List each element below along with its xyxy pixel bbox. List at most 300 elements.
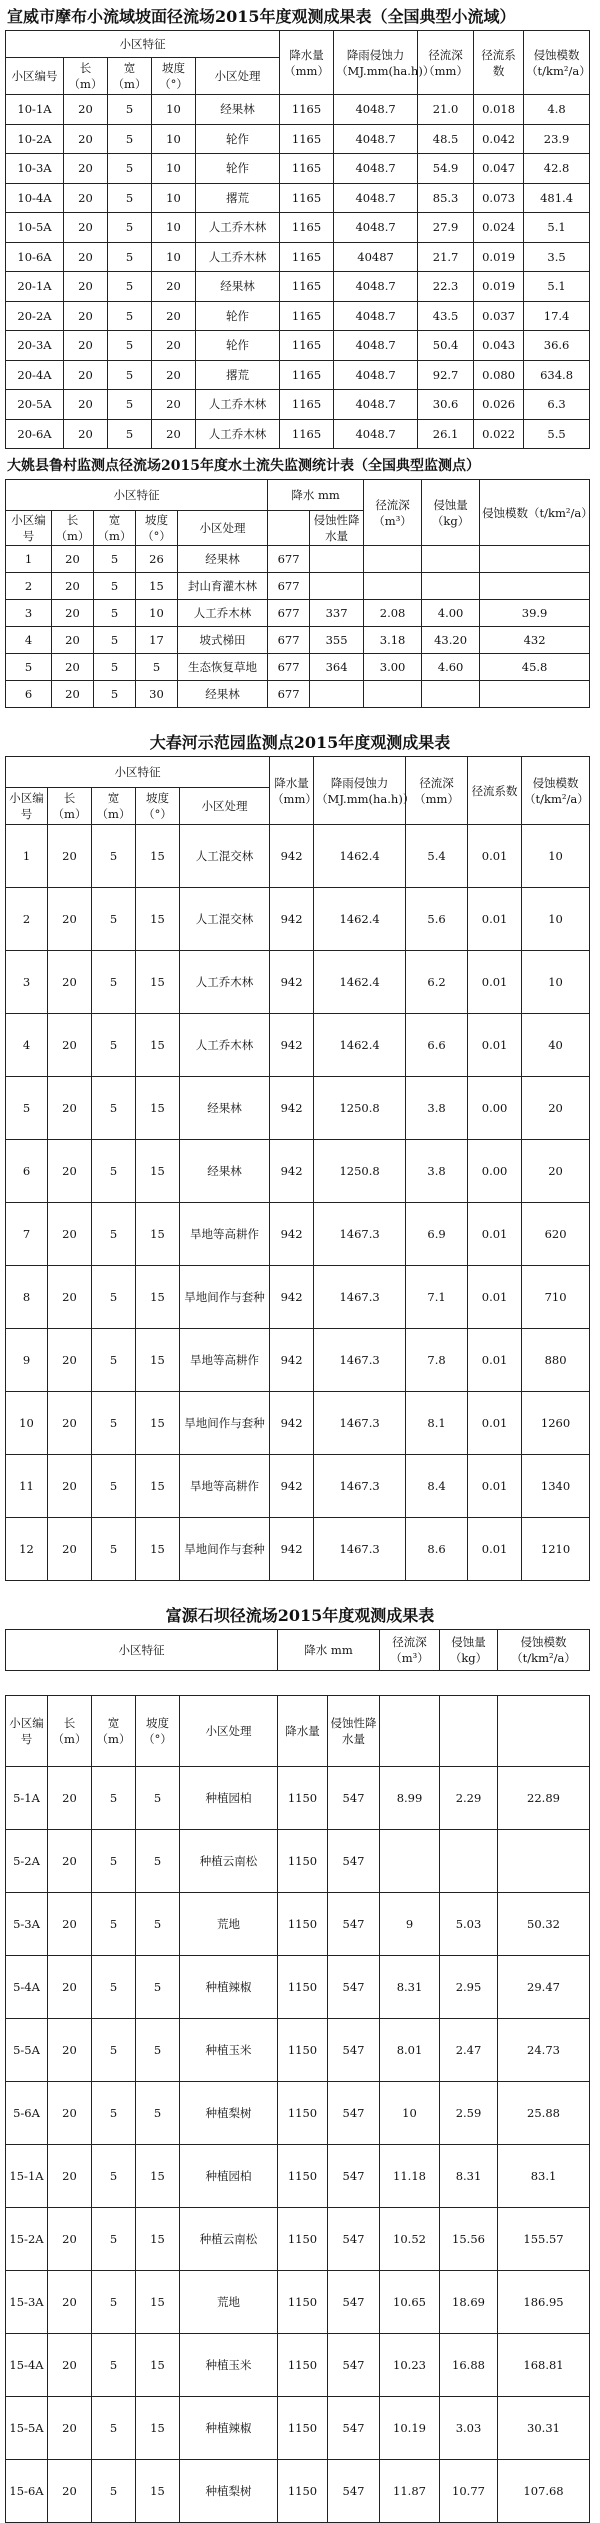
table-cell: 20: [52, 627, 94, 654]
table-cell: 547: [328, 1767, 380, 1830]
table-cell: 5: [108, 390, 152, 420]
table-row: [6, 95, 590, 125]
table-cell: 种植玉米: [180, 2019, 278, 2082]
table-cell: 人工乔木林: [196, 213, 280, 243]
table-cell: 5: [108, 360, 152, 390]
table-cell: 20: [48, 2208, 92, 2271]
table-row: [6, 573, 590, 600]
table-row: [6, 1014, 590, 1077]
table-row: [6, 600, 590, 627]
table-cell: 20: [48, 1956, 92, 2019]
column-header: 径流深（mm）: [406, 757, 468, 825]
table-cell: [440, 1830, 498, 1893]
table-cell: 5: [92, 888, 136, 951]
table-cell: 5: [94, 600, 136, 627]
table-cell: 4048.7: [334, 272, 418, 302]
table-cell: 20: [48, 1077, 92, 1140]
table-cell: 10-4A: [6, 183, 64, 213]
table-row: [6, 2082, 590, 2145]
column-header: 降水量（mm）: [280, 31, 334, 95]
table-cell: 20: [48, 1767, 92, 1830]
table-row: [6, 1956, 590, 2019]
table-cell: 20: [48, 1455, 92, 1518]
table-cell: 15-5A: [6, 2397, 48, 2460]
table-cell: 0.026: [474, 390, 524, 420]
table-cell: 种植辣椒: [180, 1956, 278, 2019]
column-header: 降水 mm: [268, 480, 364, 511]
table-cell: 15: [136, 1518, 180, 1581]
table-cell: 481.4: [524, 183, 590, 213]
table-cell: [310, 573, 364, 600]
table-row: [6, 2397, 590, 2460]
table-cell: 坡式梯田: [178, 627, 268, 654]
table-cell: 20: [152, 331, 196, 361]
table-cell: 种植玉米: [180, 2334, 278, 2397]
table-cell: 6: [6, 681, 52, 708]
table-cell: 942: [270, 1392, 314, 1455]
table-cell: 5-6A: [6, 2082, 48, 2145]
table-cell: 50.4: [418, 331, 474, 361]
table-cell: 人工乔木林: [196, 390, 280, 420]
table-cell: 4048.7: [334, 213, 418, 243]
table-cell: 5.5: [524, 419, 590, 449]
section-dachunhe: [5, 732, 595, 1581]
table-cell: 20: [48, 2145, 92, 2208]
table-cell: 15: [136, 951, 180, 1014]
table-cell: 1462.4: [314, 825, 406, 888]
table-row: [6, 1392, 590, 1455]
table-cell: 547: [328, 1956, 380, 2019]
table-cell: 1150: [278, 2145, 328, 2208]
table-cell: 7.8: [406, 1329, 468, 1392]
table-cell: 0.080: [474, 360, 524, 390]
table-row: [6, 546, 590, 573]
table-cell: 547: [328, 2334, 380, 2397]
column-header: 小区处理: [180, 1696, 278, 1767]
table-cell: [480, 546, 590, 573]
table-cell: 0.01: [468, 1392, 522, 1455]
table-cell: 83.1: [498, 2145, 590, 2208]
table-cell: 5: [136, 1830, 180, 1893]
table-cell: 547: [328, 2208, 380, 2271]
table-cell: 8.31: [440, 2145, 498, 2208]
table-cell: 24.73: [498, 2019, 590, 2082]
table-cell: 20: [152, 360, 196, 390]
table-cell: 155.57: [498, 2208, 590, 2271]
table-cell: 1467.3: [314, 1266, 406, 1329]
table-cell: 20: [48, 888, 92, 951]
table-cell: [310, 681, 364, 708]
column-header: [380, 1696, 440, 1767]
table-cell: 8: [6, 1266, 48, 1329]
table-cell: 355: [310, 627, 364, 654]
table-cell: 547: [328, 2082, 380, 2145]
table-cell: 5: [92, 2271, 136, 2334]
table-cell: 20-2A: [6, 301, 64, 331]
table-cell: 20: [48, 1518, 92, 1581]
table-cell: 7: [6, 1203, 48, 1266]
table-cell: 1250.8: [314, 1077, 406, 1140]
table-cell: 21.0: [418, 95, 474, 125]
table-cell: 1165: [280, 213, 334, 243]
table-cell: 15: [136, 888, 180, 951]
table-cell: 轮作: [196, 124, 280, 154]
table-cell: 1165: [280, 360, 334, 390]
table-cell: 5: [108, 331, 152, 361]
table-cell: 15: [136, 1329, 180, 1392]
table-cell: 0.019: [474, 242, 524, 272]
column-header: 长（m）: [52, 511, 94, 546]
column-header: 长（m）: [48, 1696, 92, 1767]
table-cell: 432: [480, 627, 590, 654]
table-cell: 40: [522, 1014, 590, 1077]
table-row: [6, 825, 590, 888]
table-cell: 旱地间作与套种: [180, 1266, 270, 1329]
section-title: 宣威市摩布小流域坡面径流场2015年度观测成果表（全国典型小流域）: [7, 7, 516, 26]
table-cell: 10.23: [380, 2334, 440, 2397]
table-cell: 8.4: [406, 1455, 468, 1518]
column-header: 坡度（°）: [136, 788, 180, 825]
column-header: 侵蚀模数（t/km²/a）: [522, 757, 590, 825]
table-cell: 3.8: [406, 1077, 468, 1140]
table-cell: 种植园柏: [180, 2145, 278, 2208]
table-cell: 20: [522, 1077, 590, 1140]
column-header: 小区处理: [178, 511, 268, 546]
table-row: [6, 1329, 590, 1392]
table-cell: 0.073: [474, 183, 524, 213]
table-row: [6, 1518, 590, 1581]
table-cell: 15-4A: [6, 2334, 48, 2397]
table-cell: 942: [270, 1329, 314, 1392]
table-cell: 1165: [280, 301, 334, 331]
table-cell: 20: [48, 1266, 92, 1329]
table-cell: 942: [270, 888, 314, 951]
table-cell: 5-2A: [6, 1830, 48, 1893]
table-cell: 42.8: [524, 154, 590, 184]
data-table: [5, 30, 590, 449]
table-cell: [364, 681, 422, 708]
table-cell: 15: [136, 825, 180, 888]
table-cell: 1467.3: [314, 1455, 406, 1518]
table-row: [6, 154, 590, 184]
table-cell: 5: [92, 2145, 136, 2208]
table-cell: 1150: [278, 2019, 328, 2082]
table-cell: 0.01: [468, 1014, 522, 1077]
table-cell: 22.89: [498, 1767, 590, 1830]
table-cell: 20: [48, 951, 92, 1014]
column-header: 小区编号: [6, 58, 64, 95]
table-cell: 0.01: [468, 1329, 522, 1392]
table-cell: 1340: [522, 1455, 590, 1518]
table-cell: 5: [92, 2082, 136, 2145]
table-cell: 6.6: [406, 1014, 468, 1077]
table-cell: 10-6A: [6, 242, 64, 272]
table-cell: 轮作: [196, 301, 280, 331]
table-cell: 10.65: [380, 2271, 440, 2334]
table-cell: 经果林: [178, 546, 268, 573]
table-cell: 1150: [278, 1830, 328, 1893]
table-cell: 2: [6, 888, 48, 951]
table-row: [6, 301, 590, 331]
table-cell: 2.59: [440, 2082, 498, 2145]
table-cell: 3.18: [364, 627, 422, 654]
table-cell: 5-4A: [6, 1956, 48, 2019]
table-cell: 5: [92, 951, 136, 1014]
table-row: [6, 1830, 590, 1893]
table-cell: 942: [270, 1014, 314, 1077]
table-cell: 1165: [280, 419, 334, 449]
table-cell: 9: [380, 1893, 440, 1956]
table-cell: 20: [64, 272, 108, 302]
table-row: [6, 419, 590, 449]
table-cell: 10: [152, 242, 196, 272]
table-cell: 85.3: [418, 183, 474, 213]
table-row: [6, 951, 590, 1014]
table-cell: 1150: [278, 2082, 328, 2145]
table-cell: 5: [92, 1077, 136, 1140]
table-row: [6, 331, 590, 361]
table-cell: 15: [136, 2208, 180, 2271]
table-cell: 5: [136, 1956, 180, 2019]
table-cell: 5.03: [440, 1893, 498, 1956]
table-cell: 5: [94, 654, 136, 681]
table-cell: 20-3A: [6, 331, 64, 361]
column-header: 侵蚀模数（t/km²/a）: [480, 480, 590, 546]
table-cell: 0.01: [468, 825, 522, 888]
table-cell: 21.7: [418, 242, 474, 272]
table-cell: 5: [92, 1956, 136, 2019]
table-cell: 3.8: [406, 1140, 468, 1203]
table-cell: [310, 546, 364, 573]
table-cell: 20: [48, 2460, 92, 2523]
column-header: 侵蚀性降水量: [328, 1696, 380, 1767]
table-cell: 1467.3: [314, 1392, 406, 1455]
table-cell: 5: [94, 546, 136, 573]
column-header: 侵蚀模数（t/km²/a）: [498, 1630, 590, 1671]
table-cell: 1467.3: [314, 1329, 406, 1392]
table-cell: 20-5A: [6, 390, 64, 420]
table-cell: 5: [136, 1767, 180, 1830]
table-cell: 5: [136, 2082, 180, 2145]
table-cell: 5: [92, 1830, 136, 1893]
table-cell: 20-6A: [6, 419, 64, 449]
table-cell: 20: [64, 360, 108, 390]
table-cell: 10.19: [380, 2397, 440, 2460]
table-cell: 5: [94, 573, 136, 600]
table-cell: 547: [328, 1830, 380, 1893]
column-header: 降水量（mm）: [270, 757, 314, 825]
column-header: 宽（m）: [92, 1696, 136, 1767]
table-cell: 18.69: [440, 2271, 498, 2334]
table-cell: 20: [64, 242, 108, 272]
table-cell: 634.8: [524, 360, 590, 390]
data-table: [5, 1695, 590, 2523]
section-title: 大春河示范园监测点2015年度观测成果表: [149, 733, 451, 752]
group-header: 小区特征: [6, 1630, 278, 1671]
table-cell: 5: [108, 183, 152, 213]
table-cell: 8.99: [380, 1767, 440, 1830]
table-cell: 旱地等高耕作: [180, 1455, 270, 1518]
table-cell: 7.1: [406, 1266, 468, 1329]
table-cell: 5: [94, 681, 136, 708]
data-table: [5, 479, 593, 708]
column-header: 降雨侵蚀力（MJ.mm(ha.h)）: [314, 757, 406, 825]
table-cell: 6: [6, 1140, 48, 1203]
table-cell: 5: [92, 1518, 136, 1581]
table-cell: 942: [270, 1140, 314, 1203]
table-cell: 0.00: [468, 1140, 522, 1203]
table-cell: 1462.4: [314, 1014, 406, 1077]
table-header-row: [6, 31, 590, 58]
section-fuyuan: [5, 1605, 595, 2523]
table-cell: 20: [52, 654, 94, 681]
table-cell: 547: [328, 2019, 380, 2082]
table-cell: 20: [52, 546, 94, 573]
table-cell: 15: [136, 1077, 180, 1140]
table-cell: 48.5: [418, 124, 474, 154]
table-cell: 20: [522, 1140, 590, 1203]
table-cell: 4.60: [422, 654, 480, 681]
table-cell: 20: [64, 331, 108, 361]
table-cell: 8.31: [380, 1956, 440, 2019]
table-cell: 0.043: [474, 331, 524, 361]
table-cell: 6.9: [406, 1203, 468, 1266]
table-cell: 5: [92, 1767, 136, 1830]
table-cell: 种植园柏: [180, 1767, 278, 1830]
table-cell: 20: [48, 2397, 92, 2460]
table-header-row: [6, 757, 590, 788]
table-cell: 5: [92, 2208, 136, 2271]
table-cell: 0.01: [468, 1518, 522, 1581]
column-header: 长（m）: [48, 788, 92, 825]
table-cell: 10-2A: [6, 124, 64, 154]
table-cell: 5: [92, 2334, 136, 2397]
table-row: [6, 1203, 590, 1266]
table-cell: 5: [108, 213, 152, 243]
table-cell: 17.4: [524, 301, 590, 331]
table-cell: 547: [328, 2397, 380, 2460]
table-cell: 0.01: [468, 1266, 522, 1329]
table-cell: 3: [6, 600, 52, 627]
table-cell: 种植辣椒: [180, 2397, 278, 2460]
table-cell: 5-3A: [6, 1893, 48, 1956]
table-cell: 10: [522, 951, 590, 1014]
table-cell: 10.77: [440, 2460, 498, 2523]
table-cell: 29.47: [498, 1956, 590, 2019]
table-cell: 5-5A: [6, 2019, 48, 2082]
table-cell: 20-4A: [6, 360, 64, 390]
table-header-row: [6, 1696, 590, 1767]
table-cell: 15: [136, 1140, 180, 1203]
table-row: [6, 360, 590, 390]
table-cell: [380, 1830, 440, 1893]
table-cell: 20: [52, 573, 94, 600]
table-cell: 人工混交林: [180, 888, 270, 951]
table-cell: 15-1A: [6, 2145, 48, 2208]
table-cell: 6.2: [406, 951, 468, 1014]
table-cell: 15-2A: [6, 2208, 48, 2271]
column-header: [498, 1696, 590, 1767]
table-cell: 种植云南松: [180, 1830, 278, 1893]
table-cell: 轮作: [196, 154, 280, 184]
table-cell: 1165: [280, 183, 334, 213]
spacer: [5, 708, 595, 726]
table-cell: 经果林: [180, 1077, 270, 1140]
table-row: [6, 1455, 590, 1518]
column-header: 小区处理: [180, 788, 270, 825]
table-cell: 20: [64, 95, 108, 125]
table-cell: 15-3A: [6, 2271, 48, 2334]
column-header: 侵蚀性降水量: [310, 511, 364, 546]
table-cell: 5: [92, 2019, 136, 2082]
table-cell: 4048.7: [334, 301, 418, 331]
table-cell: 5: [108, 242, 152, 272]
table-cell: 1165: [280, 154, 334, 184]
data-table: [5, 756, 590, 1581]
table-cell: 10: [152, 124, 196, 154]
table-cell: 20: [64, 301, 108, 331]
table-cell: 5: [92, 1893, 136, 1956]
table-cell: 20: [152, 390, 196, 420]
table-cell: 旱地等高耕作: [180, 1329, 270, 1392]
column-header: 径流深（mm）: [418, 31, 474, 95]
table-cell: 942: [270, 1203, 314, 1266]
table-cell: 0.042: [474, 124, 524, 154]
table-cell: 547: [328, 1893, 380, 1956]
table-cell: 15: [136, 2334, 180, 2397]
table-cell: 11.18: [380, 2145, 440, 2208]
table-cell: 25.88: [498, 2082, 590, 2145]
table-cell: 4048.7: [334, 419, 418, 449]
group-header: 小区特征: [6, 480, 268, 511]
table-cell: 0.024: [474, 213, 524, 243]
table-cell: 4: [6, 627, 52, 654]
table-cell: 生态恢复草地: [178, 654, 268, 681]
column-header: 宽（m）: [108, 58, 152, 95]
table-cell: 4048.7: [334, 183, 418, 213]
table-cell: 1150: [278, 1767, 328, 1830]
table-cell: 15: [136, 1266, 180, 1329]
table-cell: 10-5A: [6, 213, 64, 243]
table-cell: 20: [152, 272, 196, 302]
table-cell: 30.6: [418, 390, 474, 420]
table-cell: 1165: [280, 124, 334, 154]
table-cell: 710: [522, 1266, 590, 1329]
table-cell: 6.3: [524, 390, 590, 420]
table-cell: 942: [270, 1518, 314, 1581]
table-cell: 10: [380, 2082, 440, 2145]
table-cell: 1: [6, 546, 52, 573]
table-cell: 547: [328, 2460, 380, 2523]
column-header: 宽（m）: [94, 511, 136, 546]
table-cell: 旱地间作与套种: [180, 1392, 270, 1455]
group-header: 小区特征: [6, 757, 270, 788]
table-cell: 5: [92, 1455, 136, 1518]
table-cell: [480, 573, 590, 600]
table-cell: [498, 1830, 590, 1893]
table-cell: [480, 681, 590, 708]
table-row: [6, 1140, 590, 1203]
table-cell: 942: [270, 825, 314, 888]
table-cell: 1150: [278, 2397, 328, 2460]
column-header: 小区编号: [6, 1696, 48, 1767]
table-cell: 4048.7: [334, 124, 418, 154]
table-cell: 20: [48, 1392, 92, 1455]
table-cell: 封山育灌木林: [178, 573, 268, 600]
table-cell: 荒地: [180, 1893, 278, 1956]
table-cell: 5.1: [524, 272, 590, 302]
table-cell: 种植梨树: [180, 2460, 278, 2523]
